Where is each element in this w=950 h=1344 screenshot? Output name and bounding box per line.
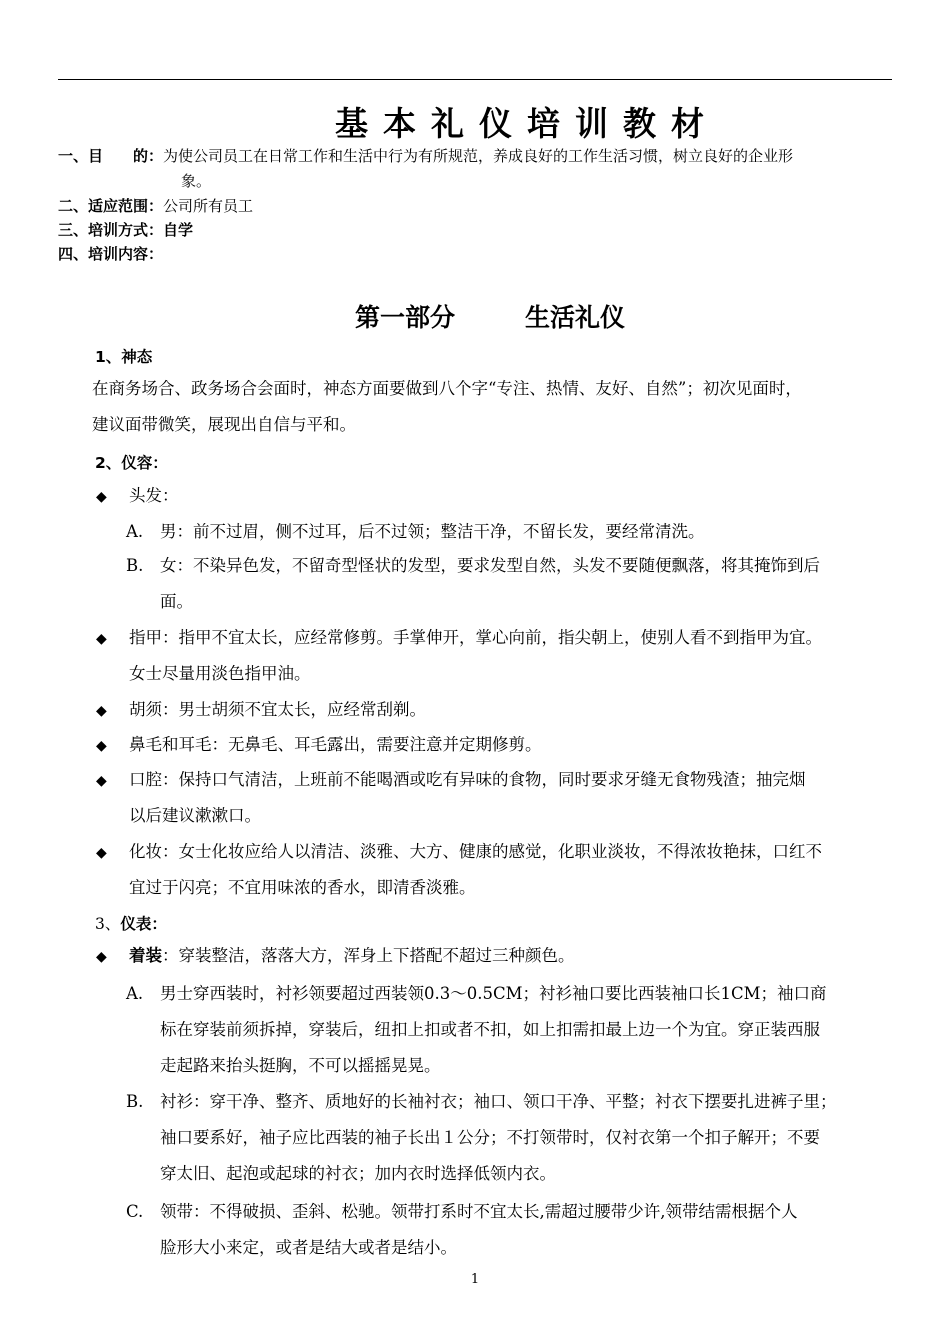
content-row xyxy=(58,243,163,265)
list-item xyxy=(96,727,107,764)
list-item-text: 男士穿西装时，衬衫领要超过西装领0.3～0.5CM；衬衫袖口要比西装袖口长1CM；袖口商 xyxy=(160,984,827,1003)
list-item xyxy=(96,478,107,515)
list-item-text: 脸形大小来定，或者是结大或者是结小。 xyxy=(160,1238,457,1257)
list-marker: C. xyxy=(126,1202,144,1221)
list-item xyxy=(96,938,107,975)
list-item xyxy=(96,620,107,657)
purpose-text-cont: 象。 xyxy=(181,172,212,190)
list-item-text: 以后建议漱漱口。 xyxy=(129,806,261,825)
section-heading: 1、神态 xyxy=(95,348,153,366)
list-marker: B. xyxy=(126,556,144,575)
list-item-text: 化妆：女士化妆应给人以清洁、淡雅、大方、健康的感觉，化职业淡妆，不得浓妆艳抹，口红不 xyxy=(129,842,822,861)
part-name: 生活礼仪 xyxy=(525,303,626,332)
list-item-text: 胡须：男士胡须不宜太长，应经常刮剃。 xyxy=(129,700,426,719)
section-title: 仪表： xyxy=(120,915,167,933)
list-item-text: 穿太旧、起泡或起球的衬衣；加内衣时选择低领内衣。 xyxy=(160,1164,556,1183)
list-item-text: 面。 xyxy=(160,592,193,611)
purpose-row xyxy=(58,145,793,167)
bullet-icon: ◆ xyxy=(96,489,107,505)
scope-label: 二、适应范围： xyxy=(58,197,164,215)
list-item-text: 女士尽量用淡色指甲油。 xyxy=(129,664,311,683)
part-title xyxy=(0,298,950,334)
list-item-text: 口腔：保持口气清洁，上班前不能喝酒或吃有异味的食物，同时要求牙缝无食物残渣；抽完烟 xyxy=(129,770,806,789)
list-item-text: 走起路来抬头挺胸，不可以摇摇晃晃。 xyxy=(160,1056,441,1075)
list-item xyxy=(96,834,107,871)
list-item xyxy=(96,762,107,799)
paragraph-line: 建议面带微笑，展现出自信与平和。 xyxy=(92,415,356,434)
list-item-text: 头发： xyxy=(129,486,179,505)
page-number: 1 xyxy=(470,1272,480,1287)
list-item-text: 男：前不过眉，侧不过耳，后不过领；整洁干净，不留长发，要经常清洗。 xyxy=(160,522,705,541)
section-heading xyxy=(95,912,167,934)
purpose-label: 一、目 的： xyxy=(58,147,164,165)
header-rule xyxy=(58,79,892,80)
list-marker: A. xyxy=(126,522,144,541)
list-item-text xyxy=(129,938,575,974)
list-item-text: 指甲：指甲不宜太长，应经常修剪。手掌伸开，掌心向前，指尖朝上，使别人看不到指甲为宜。 xyxy=(129,628,822,647)
bullet-icon: ◆ xyxy=(96,845,107,861)
list-item-text: 衬衫：穿干净、整齐、质地好的长袖衬衣；袖口、领口干净、平整；衬衣下摆要扎进裤子里； xyxy=(160,1092,837,1111)
bullet-icon: ◆ xyxy=(96,703,107,719)
list-marker: A. xyxy=(126,984,144,1003)
method-row xyxy=(58,219,193,241)
bullet-icon: ◆ xyxy=(96,738,107,754)
purpose-text: 为使公司员工在日常工作和生活中行为有所规范，养成良好的工作生活习惯，树立良好的企业形 xyxy=(163,147,794,165)
bullet-icon: ◆ xyxy=(96,631,107,647)
scope-row xyxy=(58,195,253,217)
list-item-text: 袖口要系好，袖子应比西装的袖子长出１公分；不打领带时，仅衬衣第一个扣子解开；不要 xyxy=(160,1128,820,1147)
section-heading: 2、仪容： xyxy=(95,454,168,472)
method-text: 自学 xyxy=(163,221,194,239)
list-item xyxy=(96,692,107,729)
dress-text: ：穿装整洁，落落大方，浑身上下搭配不超过三种颜色。 xyxy=(162,946,575,965)
part-number: 第一部分 xyxy=(354,303,455,332)
paragraph-line: 在商务场合、政务场合会面时，神态方面要做到八个字“专注、热情、友好、自然”；初次见面时， xyxy=(92,379,802,398)
bullet-icon: ◆ xyxy=(96,773,107,789)
section-number: 3、 xyxy=(95,915,121,933)
bullet-icon: ◆ xyxy=(96,949,107,965)
list-item-text: 女：不染异色发，不留奇型怪状的发型，要求发型自然，头发不要随便飘落，将其掩饰到后 xyxy=(160,556,820,575)
list-item-text: 领带：不得破损、歪斜、松驰。领带打系时不宜太长,需超过腰带少许,领带结需根据个人 xyxy=(160,1202,798,1221)
dress-label: 着装 xyxy=(129,946,162,965)
content-label: 四、培训内容： xyxy=(58,245,164,263)
list-item-text: 宜过于闪亮；不宜用味浓的香水，即清香淡雅。 xyxy=(129,878,476,897)
scope-text: 公司所有员工 xyxy=(163,197,254,215)
document-title: 基本礼仪培训教材 xyxy=(335,104,719,143)
method-label: 三、培训方式： xyxy=(58,221,164,239)
list-marker: B. xyxy=(126,1092,144,1111)
list-item-text: 鼻毛和耳毛：无鼻毛、耳毛露出，需要注意并定期修剪。 xyxy=(129,735,542,754)
list-item-text: 标在穿装前须拆掉，穿装后，纽扣上扣或者不扣，如上扣需扣最上边一个为宜。穿正装西服 xyxy=(160,1020,820,1039)
